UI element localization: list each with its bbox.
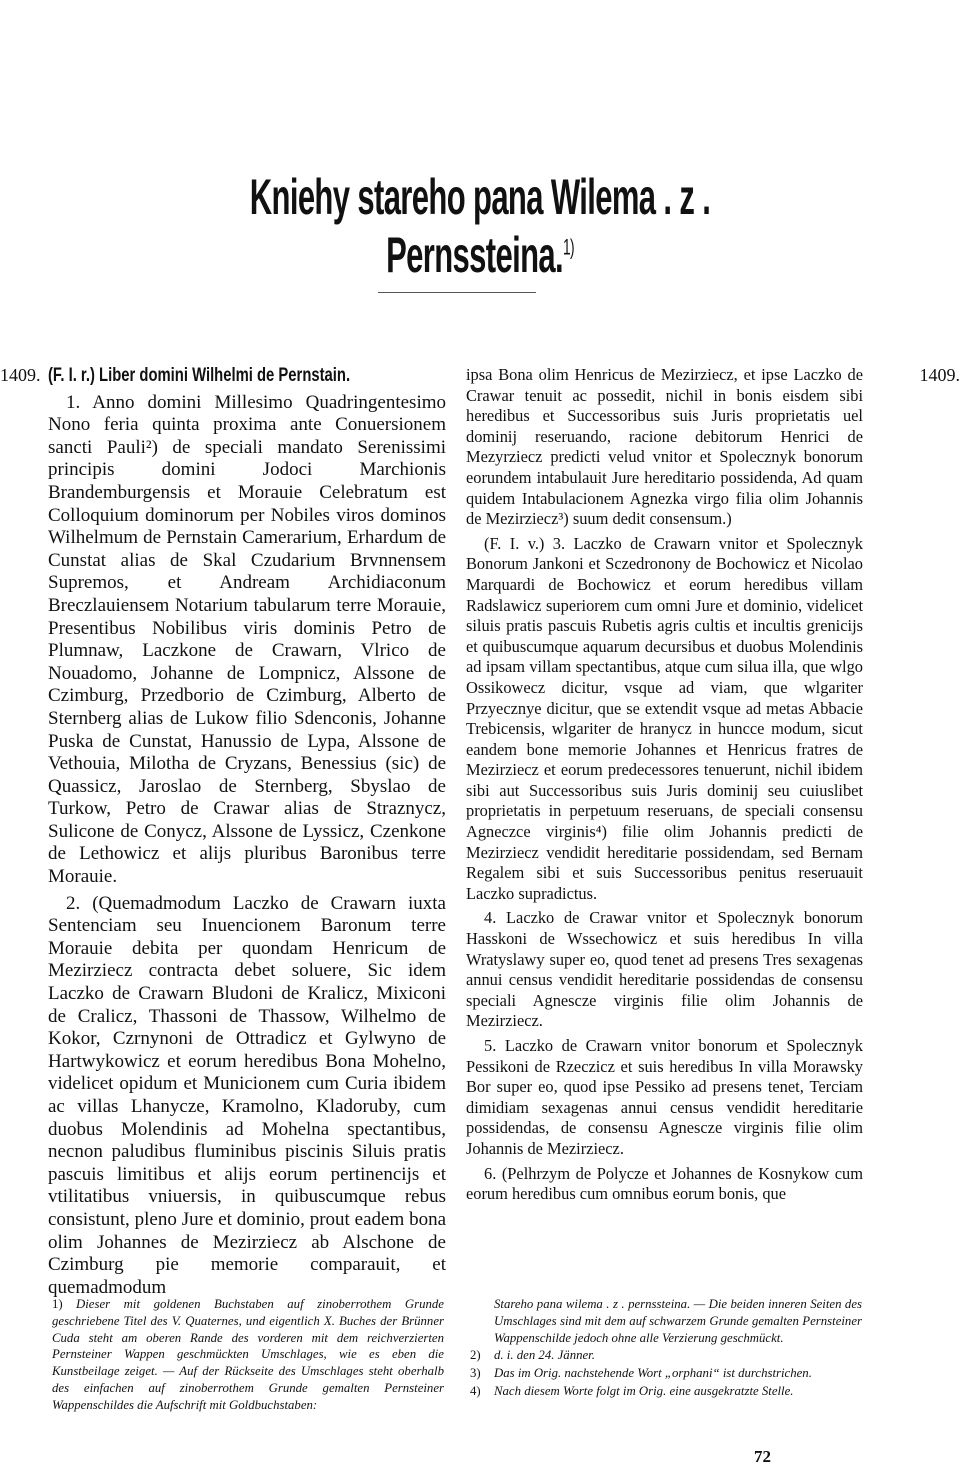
footnote-2-number: 2) (470, 1348, 481, 1363)
title-footnote-mark: 1) (563, 234, 574, 260)
right-column (466, 365, 863, 1205)
margin-year-right: 1409. (919, 365, 960, 385)
title-divider (378, 292, 536, 293)
footnote-4-text: Nach diesem Worte folgt im Orig. eine ausgekratzte Stelle. (494, 1383, 794, 1398)
footnote-1 (52, 1296, 444, 1414)
paragraph-4: 4. Laczko de Crawar vnitor et Spolecznyk bonorum Hasskoni de Wssechowicz et suis heredibus In villa Wratyslawy super eo, quod tenet ad presens Tres sexagenas annui census vendidit hereditarie possidendas de consensu speciali Agnescze virginis filie olim Johannis de Mezirziecz. (466, 908, 863, 1031)
footnote-2-text: d. i. den 24. Jänner. (494, 1348, 595, 1363)
footnote-3-number: 3) (470, 1366, 481, 1381)
paragraph-5: 5. Laczko de Crawarn vnitor bonorum et Spolecznyk Pessikoni de Rzeczicz et suis heredibus In villa Morawsky Bor super eo, quod ipse Pessiko ad presens tenet, Terciam dimidiam sexagenas annui census vendidit hereditarie possidendas, de consensu Agnescze virginis filie olim Johannis de Mezirziecz. (466, 1036, 863, 1158)
paragraph-1: 1. Anno domini Millesimo Quadringentesimo Nono feria quinta proxima ante Conuersionem sancti Pauli²) de speciali mandato Serenissimi principis domini Jodoci Marchionis Brandemburgensis et Morauie Celebratum est Colloquium dominorum per Nobiles viros dominos Wilhelmum de Pernstain Camerarium, Erhardum de Cunstat alias de Skal Czudarium Brvnnensem Supremos, et Andream Archidiaconum Breczlauiensem Notarium tabularum terre Morauie, Presentibus Nobilibus viris dominis Petro de Plumnaw, Laczkone de Crawarn, Vlrico de Nouadomo, Johanne de Lompnicz, Alssone de Czimburg, Przedborio de Czimburg, Alberto de Sternberg alias de Lukow filio Sdenconis, Johanne Puska de Cunstat, Hanussio de Lypa, Alssone de Vethouia, Milotha de Cryzans, Benessius (sic) de Quassicz, Jaroslao de Sternberg, Sbyslao de Turkow, Petro de Crawar alias de Straznycz, Sulicone de Conycz, Alssone de Lyssicz, Czenkone de Lethowicz et alijs pluribus Baronibus terre Morauie. (48, 391, 446, 888)
footnote-1-number: 1) (52, 1297, 63, 1311)
page-title (182, 168, 777, 284)
footnotes-left (52, 1296, 444, 1415)
footnote-4 (470, 1383, 862, 1400)
margin-year-left: 1409. (0, 365, 41, 385)
footnote-3 (470, 1365, 862, 1382)
left-column (48, 365, 446, 1299)
footnote-2 (470, 1347, 862, 1364)
paragraph-3: (F. I. v.) 3. Laczko de Crawarn vnitor et Spolecznyk Bonorum Jankoni et Sczedronony de Bochowicz et Nicolao Marquardi de Bochowicz et eorum heredibus villam Radslawicz superiorem cum omni Jure et dominio, videlicet siluis pratis pascuis Rubetis agris cultis et incultis grenicijs et quibuscumque aquarum decursibus et duobus Molendinis ad ipsam villam spectantibus, atque cum silua illa, que wlgo Ossikowecz dicitur, vsque ad viam, que wlgariter Przyecznye dicitur, que se extendit vsque ad metas Abbacie Trebicensis, wlgariter de hranycz in huncce modum, sicut eandem bone memorie Johannes et Henricus fratres de Mezirziecz et eorum predecessores tenuerunt, nichil ibidem sibi aut Successoribus suis Juris dominij seu cuiuslibet proprietatis in perpetuum reseruans, de speciali consensu Agneczce virginis⁴) filie olim Johannis predicti de Mezirziecz vendidit hereditarie possidendam, sed Bernam Regalem sibi et suis Successoribus penitus reseruauit Laczko supradictus. (466, 533, 863, 903)
footnote-1-text: Dieser mit goldenen Buchstaben auf zinoberrothem Grunde geschriebene Titel des V. Quaternes, und eigentlich X. Buches der Brünner Cuda steht am oberen Rande des vorderen mit dem reichverzierten Pernsteiner Wappen geschmückten Umschlages, wie es eben die Kunstbeilage zeiget. — Auf der Rückseite des Umschlages steht oberhalb des einfachen auf zinoberrothem Grunde gemalten Pernsteiner Wappenschildes die Aufschrift mit Goldbuchstaben: (52, 1297, 444, 1412)
page-number: 72 (754, 1447, 771, 1466)
paragraph-2: 2. (Quemadmodum Laczko de Crawarn iuxta Sentenciam seu Inuencionem Baronum terre Morauie debita per quondam Henricum de Mezirziecz contracta debet soluere, Sic idem Laczko de Crawarn Bludoni de Kralicz, Mixiconi de Cralicz, Thassoni de Thassow, Wilhelmo de Kokor, Czrnynoni de Ottradicz et Gylwyno de Hartwykowicz et eorum heredibus Bona Mohelno, videlicet opidum et Municionem cum Curia ibidem ac villas Lhanycze, Kramolno, Kladoruby, cum duobus Molendinis ad Mohelna spectantibus, necnon paludibus fluminibus piscinis Siluis pratis pascuis limitibus et alijs eorum pertinencijs et vtilitatibus vniuersis, in quibuscumque rebus consistunt, pleno Jure et dominio, prout eadem bona olim Johannes de Mezirziecz ab Alschone de Czimburg pie memorie comparauit, et quemadmodum (48, 892, 446, 1298)
footnote-1-continued: Stareho pana wilema . z . pernssteina. — Die beiden inneren Seiten des Umschlages sind mit dem auf schwarzem Grunde gemalten Pernsteiner Wappenschilde jedoch ohne alle Verzierung geschmückt. (494, 1297, 862, 1345)
section-heading: (F. I. r.) Liber domini Wilhelmi de Pernstain. (48, 365, 351, 386)
footnotes-right (470, 1296, 862, 1401)
section-heading-line (48, 365, 446, 388)
paragraph-2-continued: ipsa Bona olim Henricus de Mezirziecz, et ipse Laczko de Crawar tenuit ac possedit, nichil in bonis eisdem sibi heredibus et Successoribus suis Juris proprietatis uel dominij reseruando, racione debitorum Henrici de Mezyrziecz predicti velud vnitor et Spolecznyk bonorum eorundem intabulauit Jure hereditario possidenda, Ad quam quidem Intabulacionem Agnezka virgo filia olim Johannis de Mezirziecz³) suum dedit consensum.) (466, 365, 863, 529)
footnote-3-text: Das im Orig. nachstehende Wort „orphani“ ist durchstrichen. (494, 1366, 812, 1381)
paragraph-6: 6. (Pelhrzym de Polycze et Johannes de Kosnykow cum eorum heredibus cum omnibus eorum bonis, que (466, 1163, 863, 1204)
footnote-4-number: 4) (470, 1383, 481, 1398)
title-text: Kniehy stareho pana Wilema . z . Pernssteina. (249, 169, 711, 283)
